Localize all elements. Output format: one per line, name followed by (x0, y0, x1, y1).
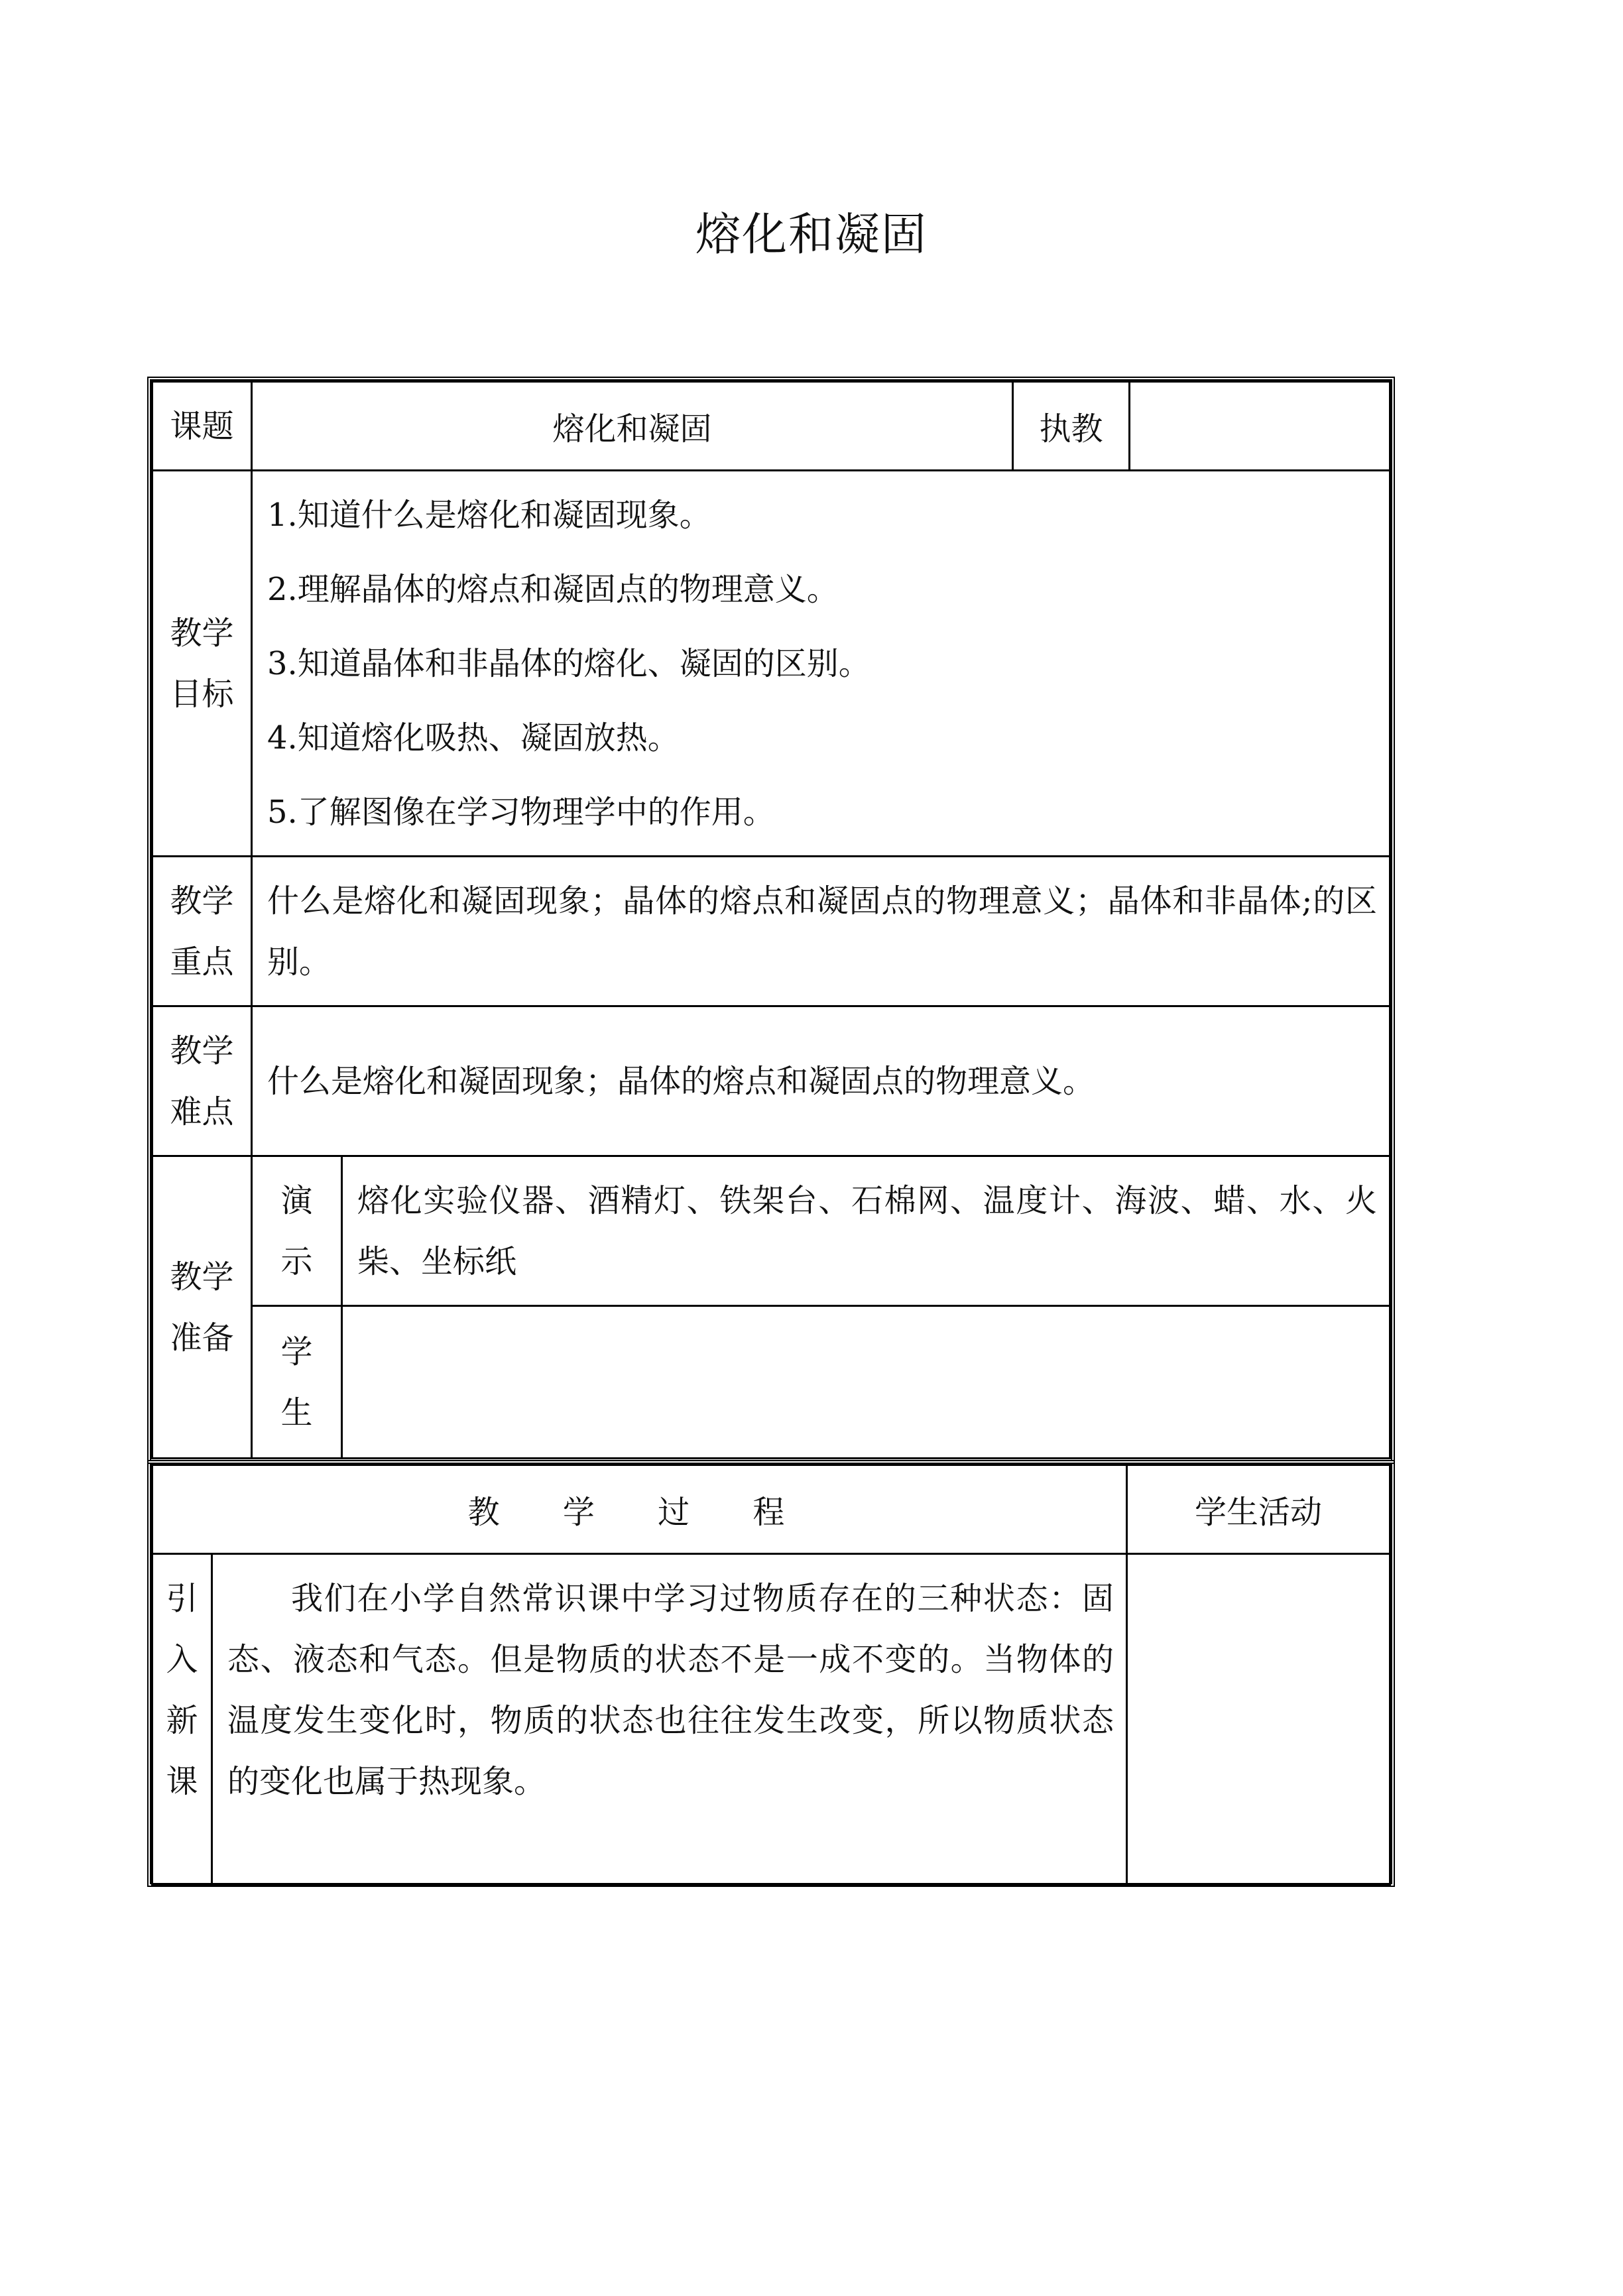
teaching-process-table (147, 1460, 1395, 1887)
student-activity-header: 学生活动 (1127, 1465, 1390, 1554)
difficult-points-label: 教学 难点 (152, 1006, 252, 1156)
demo-label: 演 示 (252, 1156, 342, 1306)
objectives-list (252, 471, 1390, 857)
intro-label: 引 入 新 课 (152, 1554, 212, 1886)
process-header: 教 学 过 程 (152, 1465, 1127, 1554)
objective-item: 3.知道晶体和非晶体的熔化、凝固的区别。 (267, 644, 871, 682)
topic-label: 课题 (152, 382, 252, 471)
student-items-text (342, 1306, 1390, 1459)
key-points-label: 教学 重点 (152, 857, 252, 1006)
objectives-label: 教学 目标 (152, 471, 252, 857)
lesson-info-table (147, 377, 1395, 1464)
intro-activity (1127, 1554, 1390, 1886)
objective-item: 2.理解晶体的熔点和凝固点的物理意义。 (267, 570, 839, 608)
preparation-label: 教学 准备 (152, 1156, 252, 1459)
topic-value: 熔化和凝固 (252, 382, 1013, 471)
key-points-text: 什么是熔化和凝固现象；晶体的熔点和凝固点的物理意义；晶体和非晶体;的区别。 (252, 857, 1390, 1006)
teacher-value (1130, 382, 1390, 471)
intro-text: 我们在小学自然常识课中学习过物质存在的三种状态：固态、液态和气态。但是物质的状态不是一成不变的。当物体的温度发生变化时，物质的状态也往往发生改变，所以物质状态的变化也属于热现象。 (212, 1554, 1127, 1886)
teacher-label: 执教 (1013, 382, 1130, 471)
objective-item: 4.知道熔化吸热、凝固放热。 (267, 719, 680, 756)
objective-item: 5.了解图像在学习物理学中的作用。 (267, 793, 775, 831)
objective-item: 1.知道什么是熔化和凝固现象。 (267, 496, 711, 534)
demo-items-text: 熔化实验仪器、酒精灯、铁架台、石棉网、温度计、海波、蜡、水、火柴、坐标纸 (342, 1156, 1390, 1306)
student-label: 学 生 (252, 1306, 342, 1459)
document-title: 熔化和凝固 (695, 209, 928, 261)
difficult-points-text: 什么是熔化和凝固现象；晶体的熔点和凝固点的物理意义。 (252, 1006, 1390, 1156)
